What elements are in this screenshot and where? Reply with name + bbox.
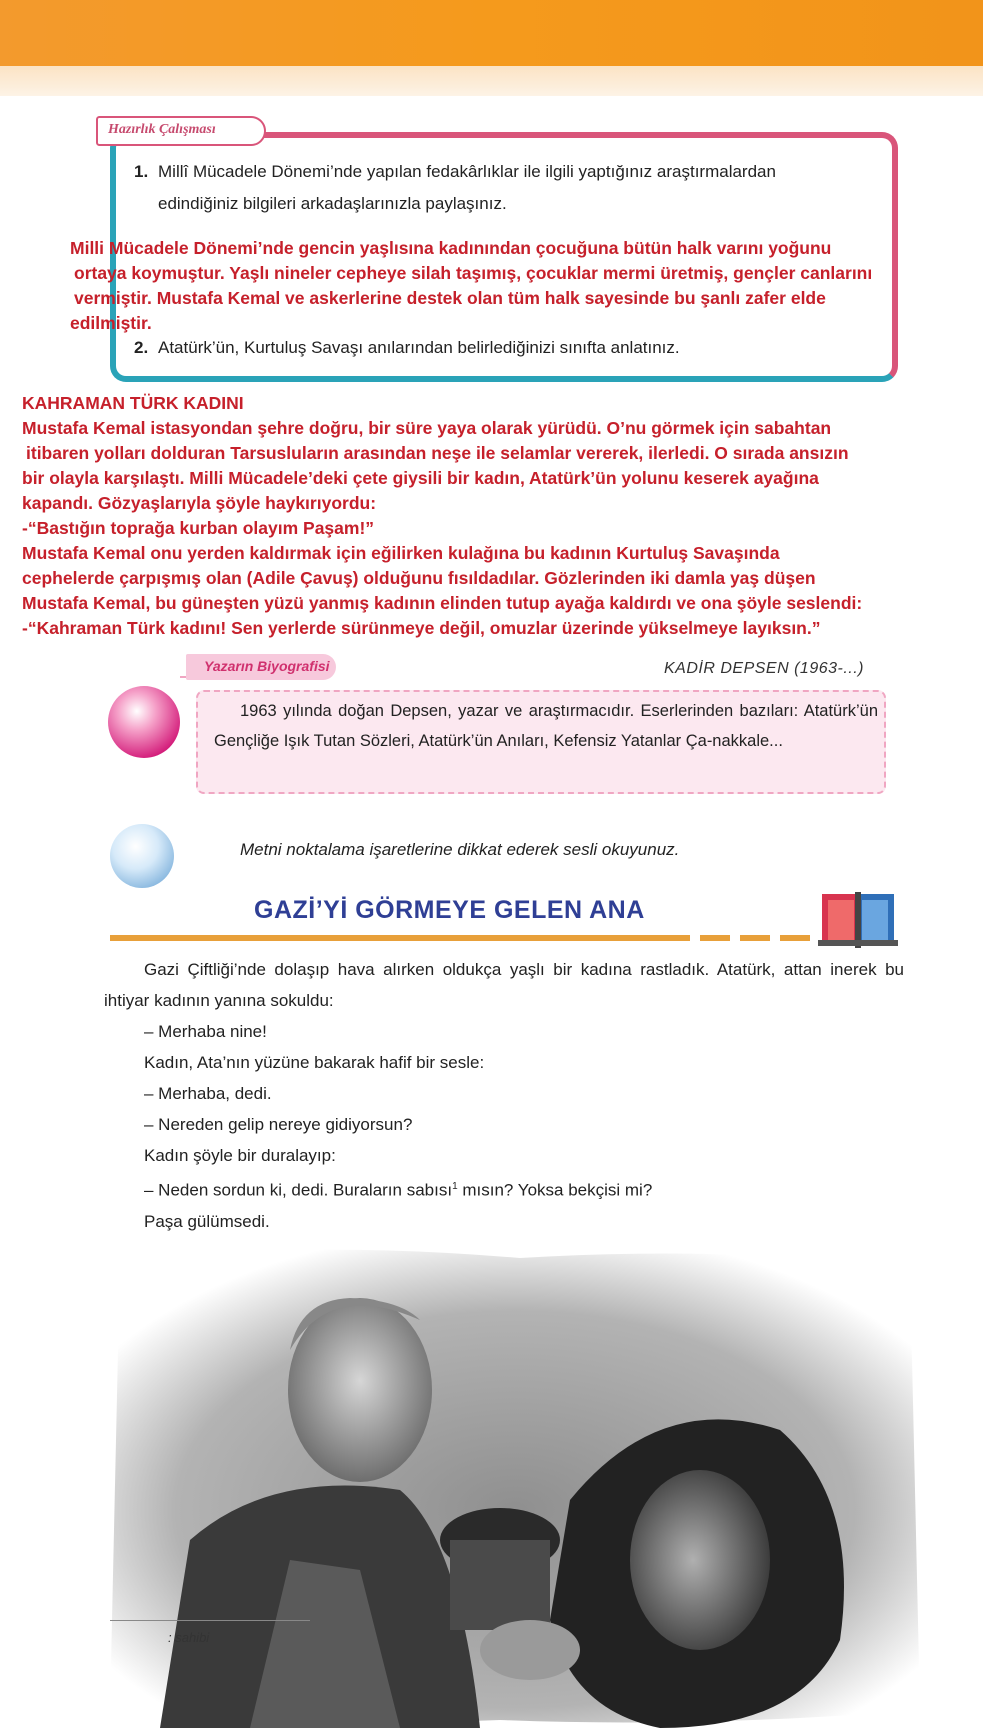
- historical-photo: [100, 1240, 930, 1728]
- question-1-number: 1.: [134, 162, 149, 181]
- story-paragraph: Gazi Çiftliği’nde dolaşıp hava alırken oldukça yaşlı bir kadına rastladık. Atatürk, attan inerek bu ihtiyar kadının yanına sokuldu:: [104, 960, 904, 1010]
- reading-instruction: Metni noktalama işaretlerine dikkat ederek sesli okuyunuz.: [240, 840, 680, 859]
- dialog-line: Kadın, Ata’nın yüzüne bakarak hafif bir sesle:: [144, 1053, 485, 1072]
- dialog-line: – Merhaba nine!: [144, 1022, 267, 1041]
- answer-2-heading: KAHRAMAN TÜRK KADINI: [22, 393, 244, 413]
- header-band: [0, 0, 983, 66]
- answer-2-line: Mustafa Kemal istasyondan şehre doğru, bir süre yaya olarak yürüdü. O’nu görmek için sabahtan: [22, 418, 832, 438]
- dialog-line: – Nereden gelip nereye gidiyorsun?: [144, 1115, 413, 1134]
- story-title: GAZİ’Yİ GÖRMEYE GELEN ANA: [254, 896, 645, 924]
- header-band-shade: [0, 66, 983, 96]
- answer-2-line: kapandı. Gözyaşlarıyla şöyle haykırıyordu:: [22, 493, 377, 513]
- dialog-line: Kadın şöyle bir duralayıp:: [144, 1146, 336, 1165]
- question-1-line-1: Millî Mücadele Dönemi’nde yapılan fedakârlıklar ile ilgili yaptığınız araştırmalardan: [158, 162, 776, 181]
- globe-icon: [110, 824, 174, 888]
- answer-2-line: -“Kahraman Türk kadını! Sen yerlerde sürünmeye değil, omuzlar üzerinde yükselmeye layıksın.”: [22, 618, 821, 638]
- title-rule: [110, 935, 690, 941]
- answer-2-line: Mustafa Kemal, bu güneşten yüzü yanmış kadının elinden tutup ayağa kaldırdı ve ona şöyle seslendi:: [22, 593, 863, 613]
- footnote-rule: [110, 1620, 310, 1621]
- question-2-text: Atatürk’ün, Kurtuluş Savaşı anılarından belirlediğinizi sınıfta anlatınız.: [158, 338, 680, 357]
- title-dash: [780, 935, 810, 941]
- answer-2-line: -“Bastığın toprağa kurban olayım Paşam!”: [22, 518, 375, 538]
- story-body: [104, 954, 904, 1237]
- title-dash: [700, 935, 730, 941]
- preparation-tag-label: Hazırlık Çalışması: [108, 122, 216, 137]
- title-dash: [740, 935, 770, 941]
- biography-text: 1963 yılında doğan Depsen, yazar ve araştırmacıdır. Eserlerinden bazıları: Atatürk’ün Gençliğe Işık Tutan Sözleri, Atatürk’ün Anıları, Kefensiz Yatanlar Ça-nakkale...: [214, 702, 878, 750]
- question-1-line-2: edindiğiniz bilgileri arkadaşlarınızla paylaşınız.: [158, 194, 507, 213]
- answer-1-line: ortaya koymuştur. Yaşlı nineler cepheye silah taşımış, çocuklar mermi üretmiş, gençler canlarını: [74, 263, 873, 283]
- answer-2-line: bir olayla karşılaştı. Milli Mücadele’deki çete giysili bir kadın, Atatürk’ün yolunu keserek ayağına: [22, 468, 819, 488]
- footnote-marker: 1: [452, 1181, 458, 1192]
- answer-2-line: itibaren yolları dolduran Tarsusluların arasından neşe ile selamlar vererek, ilerledi. O sırada ansızın: [26, 443, 849, 463]
- answer-1-line: vermiştir. Mustafa Kemal ve askerlerine destek olan tüm halk sayesinde bu şanlı zafer elde: [74, 288, 826, 308]
- globe-icon: [108, 686, 180, 758]
- answer-1-line: Milli Mücadele Dönemi’nde gencin yaşlısına kadınından çocuğuna bütün halk varını yoğunu: [70, 238, 832, 258]
- footnote: : sahibi: [168, 1630, 210, 1645]
- open-book-icon: [818, 890, 898, 948]
- biography-author: KADİR DEPSEN (1963-...): [664, 660, 864, 677]
- answer-2-line: cephelerde çarpışmış olan (Adile Çavuş) olduğunu fısıldadılar. Gözlerinden iki damla yaş düşen: [22, 568, 816, 588]
- answer-1-line: edilmiştir.: [70, 313, 152, 333]
- biography-tag-label: Yazarın Biyografisi: [204, 658, 330, 674]
- dialog-line: – Neden sordun ki, dedi. Buraların sabısı$^1$ mısın? Yoksa bekçisi mi?: [144, 1180, 653, 1200]
- dialog-line: – Merhaba, dedi.: [144, 1084, 272, 1103]
- question-2-number: 2.: [134, 338, 149, 357]
- dialog-line: Paşa gülümsedi.: [144, 1211, 270, 1231]
- answer-2-line: Mustafa Kemal onu yerden kaldırmak için eğilirken kulağına bu kadının Kurtuluş Savaşında: [22, 543, 780, 563]
